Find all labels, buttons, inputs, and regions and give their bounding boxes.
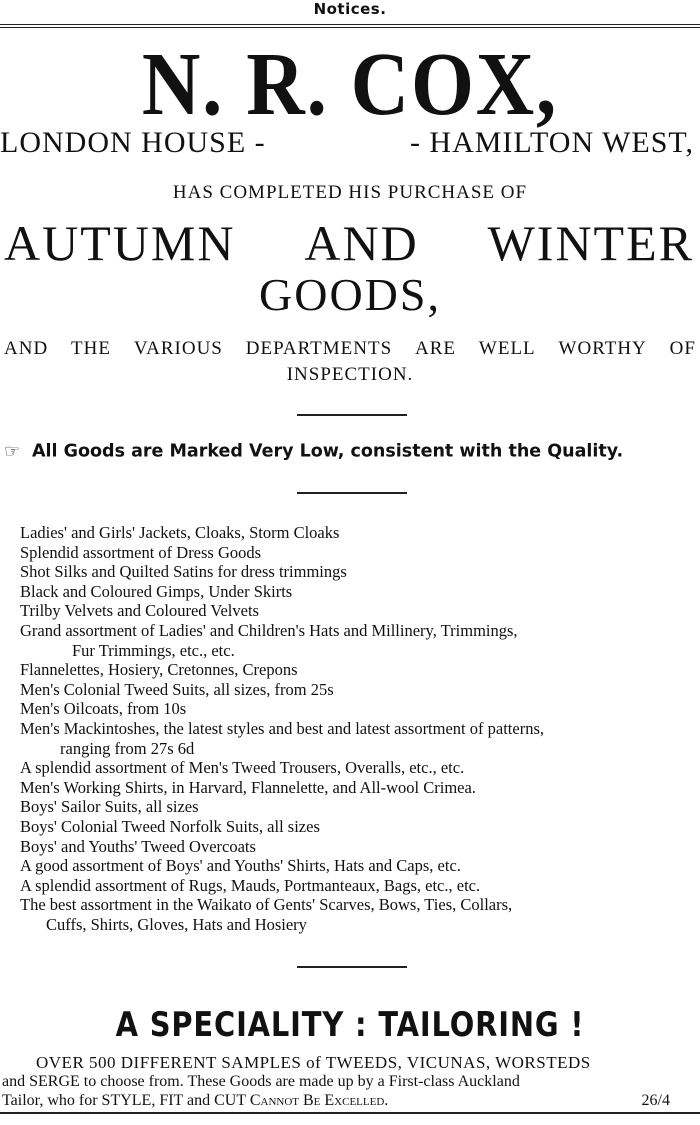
list-item: Men's Working Shirts, in Harvard, Flannelette, and All-wool Crimea.	[20, 777, 476, 797]
list-item: Splendid assortment of Dress Goods	[20, 542, 262, 562]
departments-word: AND	[4, 338, 49, 359]
header-divider	[0, 24, 700, 28]
address-right: - HAMILTON WEST,	[409, 126, 694, 159]
continuation-text: ranging from 27s 6d	[60, 738, 195, 758]
samples-line-2: and SERGE to choose from. These Goods are made up by a First-class Auckland	[2, 1073, 520, 1090]
departments-word: OF	[669, 338, 696, 359]
departments-word: DEPARTMENTS	[245, 338, 393, 359]
continuation-text: Fur Trimmings, etc., etc.	[72, 640, 235, 660]
headline-word: AND	[304, 215, 419, 271]
departments-word: VARIOUS	[133, 338, 223, 359]
marked-low-notice	[4, 441, 696, 462]
list-item: Black and Coloured Gimps, Under Skirts	[20, 581, 293, 601]
samples-line-3	[2, 1092, 682, 1110]
departments-word: THE	[71, 338, 111, 359]
section-header: Notices.	[313, 0, 387, 18]
advertiser-name: N. R. COX,	[141, 35, 559, 134]
samples-line-3-smallcaps: Cannot Be Excelled.	[249, 1092, 389, 1109]
samples-line-3-text: Tailor, who for STYLE, FIT and CUT	[2, 1092, 246, 1109]
headline-word: WINTER	[487, 215, 694, 271]
departments-word: WELL	[478, 338, 536, 359]
list-item: Grand assortment of Ladies' and Children's Hats and Millinery, Trimmings,	[20, 620, 518, 640]
departments-word: ARE	[415, 338, 457, 359]
section-divider	[297, 492, 407, 494]
goods-list	[20, 523, 700, 934]
section-divider	[297, 414, 407, 416]
pointing-hand-icon: ☞	[4, 441, 21, 462]
list-item: Boys' Sailor Suits, all sizes	[20, 797, 199, 817]
list-item: Men's Colonial Tweed Suits, all sizes, from 25s	[20, 679, 334, 699]
list-item: Shot Silks and Quilted Satins for dress trimmings	[20, 562, 347, 582]
address-left: LONDON HOUSE -	[0, 126, 266, 159]
list-item-continuation	[20, 739, 700, 759]
departments-line	[4, 338, 696, 360]
ad-code: 26/4	[641, 1092, 670, 1109]
list-item: Men's Oilcoats, from 10s	[20, 699, 187, 719]
list-item: A splendid assortment of Men's Tweed Trousers, Overalls, etc., etc.	[20, 758, 465, 778]
headline-word: AUTUMN	[4, 215, 236, 271]
list-item: The best assortment in the Waikato of Gents' Scarves, Bows, Ties, Collars,	[20, 895, 513, 915]
list-item: Ladies' and Girls' Jackets, Cloaks, Storm Cloaks	[20, 523, 340, 542]
list-item: A splendid assortment of Rugs, Mauds, Portmanteaux, Bags, etc., etc.	[20, 875, 481, 895]
completed-purchase-line: HAS COMPLETED HIS PURCHASE OF	[172, 182, 528, 203]
samples-line-1: OVER 500 DIFFERENT SAMPLES of TWEEDS, VICUNAS, WORSTEDS	[36, 1053, 591, 1072]
list-item-continuation	[20, 641, 700, 661]
section-divider	[297, 966, 407, 968]
list-item-continuation	[20, 915, 700, 935]
speciality-headline: A SPECIALITY : TAILORING !	[115, 1005, 585, 1045]
goods-headline: GOODS,	[259, 269, 441, 320]
continuation-text: Cuffs, Shirts, Gloves, Hats and Hosiery	[46, 914, 307, 934]
list-item: Men's Mackintoshes, the latest styles and best and latest assortment of patterns,	[20, 718, 544, 738]
list-item: Trilby Velvets and Coloured Velvets	[20, 601, 259, 621]
marked-low-text: All Goods are Marked Very Low, consistent with the Quality.	[32, 441, 624, 462]
inspection-line: INSPECTION.	[286, 364, 414, 385]
list-item: A good assortment of Boys' and Youths' Shirts, Hats and Caps, etc.	[20, 856, 461, 876]
list-item: Boys' and Youths' Tweed Overcoats	[20, 836, 256, 856]
departments-word: WORTHY	[558, 338, 647, 359]
bottom-divider	[0, 1112, 700, 1114]
season-headline	[4, 215, 694, 271]
list-item: Flannelettes, Hosiery, Cretonnes, Crepons	[20, 660, 298, 680]
list-item: Boys' Colonial Tweed Norfolk Suits, all sizes	[20, 816, 320, 836]
